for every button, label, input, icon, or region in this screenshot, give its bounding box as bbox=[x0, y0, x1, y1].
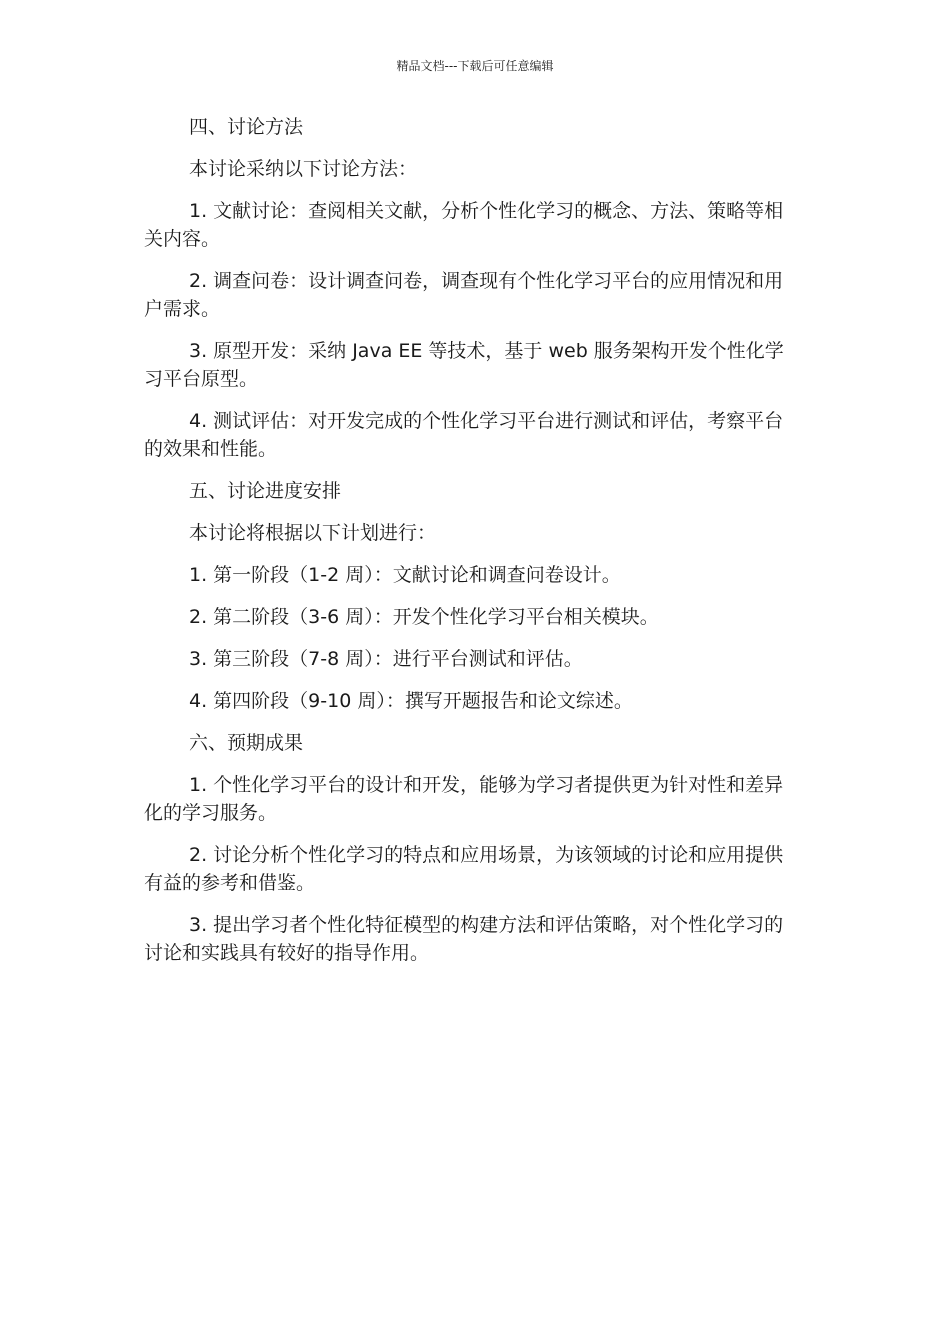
list-item: 4. 测试评估：对开发完成的个性化学习平台进行测试和评估，考察平台的效果和性能。 bbox=[144, 410, 784, 460]
list-item: 3. 提出学习者个性化特征模型的构建方法和评估策略，对个性化学习的讨论和实践具有较好的指导作用。 bbox=[144, 914, 784, 964]
list-item: 1. 文献讨论：查阅相关文献，分析个性化学习的概念、方法、策略等相关内容。 bbox=[144, 200, 784, 250]
list-item: 2. 第二阶段（3-6 周）：开发个性化学习平台相关模块。 bbox=[189, 606, 659, 628]
list-item: 3. 原型开发：采纳 Java EE 等技术，基于 web 服务架构开发个性化学习平台原型。 bbox=[144, 340, 784, 390]
page-header: 精品文档---下载后可任意编辑 bbox=[396, 59, 554, 73]
list-item: 1. 个性化学习平台的设计和开发，能够为学习者提供更为针对性和差异化的学习服务。 bbox=[144, 774, 784, 824]
section-heading-methods: 四、讨论方法 bbox=[189, 116, 304, 138]
paragraph: 本讨论将根据以下计划进行： bbox=[189, 522, 437, 544]
list-item: 2. 调查问卷：设计调查问卷，调查现有个性化学习平台的应用情况和用户需求。 bbox=[144, 270, 784, 320]
document-body bbox=[144, 113, 800, 981]
section-heading-outcomes: 六、预期成果 bbox=[189, 732, 304, 754]
list-item: 3. 第三阶段（7-8 周）：进行平台测试和评估。 bbox=[189, 648, 583, 670]
list-item: 1. 第一阶段（1-2 周）：文献讨论和调查问卷设计。 bbox=[189, 564, 621, 586]
list-item: 4. 第四阶段（9-10 周）：撰写开题报告和论文综述。 bbox=[189, 690, 633, 712]
paragraph: 本讨论采纳以下讨论方法： bbox=[189, 158, 418, 180]
section-heading-schedule: 五、讨论进度安排 bbox=[189, 480, 342, 502]
list-item: 2. 讨论分析个性化学习的特点和应用场景，为该领域的讨论和应用提供有益的参考和借鉴。 bbox=[144, 844, 784, 894]
